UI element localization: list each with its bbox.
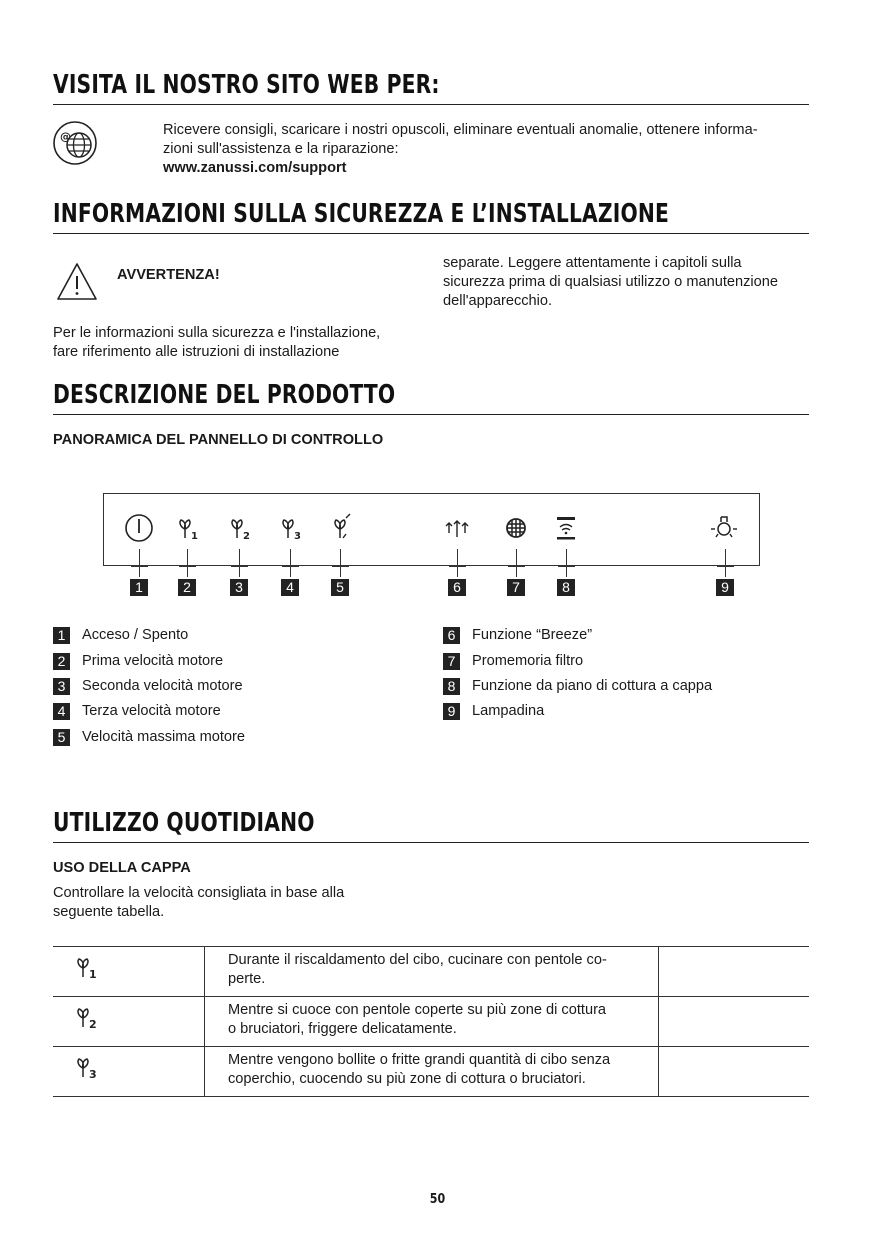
table-rule: [53, 1046, 809, 1047]
legend-label: Acceso / Spento: [82, 627, 189, 643]
globe-icon: [52, 120, 98, 166]
table-cell-line: o bruciatori, friggere delicatamente.: [228, 1021, 457, 1037]
legend-label: Terza velocità motore: [82, 703, 221, 719]
website-text-line: zioni sull'assistenza e la riparazione:: [163, 141, 399, 157]
leader-line: [566, 549, 567, 577]
section-rule: [53, 842, 809, 843]
lamp-icon: [708, 513, 740, 543]
table-cell-line: coperchio, cuocendo su più zone di cottura o bruciatori.: [228, 1071, 586, 1087]
legend-item: [53, 678, 243, 696]
fan-speed-2-icon: [228, 513, 254, 543]
control-panel-subheading: PANORAMICA DEL PANNELLO DI CONTROLLO: [53, 432, 384, 448]
leader-line: [239, 549, 240, 577]
legend-label: Seconda velocità motore: [82, 678, 243, 694]
table-rule: [53, 946, 809, 947]
legend-label: Promemoria filtro: [472, 653, 584, 669]
table-divider: [204, 946, 205, 1096]
legend-number: 7: [443, 653, 460, 670]
fan-speed-1-icon: [176, 513, 202, 543]
fan-speed-2-icon: [74, 1003, 104, 1031]
intro-line: seguente tabella.: [53, 904, 165, 920]
intro-line: Controllare la velocità consigliata in base alla: [53, 885, 345, 901]
leader-line: [340, 549, 341, 577]
legend-label: Funzione da piano di cottura a cappa: [472, 678, 713, 694]
fan-speed-digit: 1: [191, 531, 198, 542]
product-heading: DESCRIZIONE DEL PRODOTTO: [53, 380, 396, 410]
legend-number: 3: [53, 678, 70, 695]
daily-use-heading: UTILIZZO QUOTIDIANO: [53, 808, 315, 838]
legend-item: [53, 703, 221, 721]
legend-item: [443, 627, 593, 645]
svg-text:@: @: [60, 130, 71, 143]
legend-label: Lampadina: [472, 703, 545, 719]
legend-number: 4: [53, 703, 70, 720]
power-icon: [124, 513, 154, 543]
table-speed-digit: 1: [89, 968, 97, 981]
panel-number: 1: [130, 579, 148, 596]
leader-line: [516, 549, 517, 577]
section-rule: [53, 414, 809, 415]
legend-number: 8: [443, 678, 460, 695]
legend-item: [53, 653, 224, 671]
table-cell-line: Mentre si cuoce con pentole coperte su più zone di cottura: [228, 1002, 607, 1018]
legend-item: [53, 729, 246, 747]
table-rule: [53, 996, 809, 997]
panel-number: 9: [716, 579, 734, 596]
table-cell-line: perte.: [228, 971, 266, 987]
section-rule: [53, 104, 809, 105]
filter-reminder-icon: [503, 513, 529, 543]
panel-number: 8: [557, 579, 575, 596]
legend-item: [443, 703, 545, 721]
table-cell-line: Durante il riscaldamento del cibo, cucinare con pentole co-: [228, 952, 607, 968]
section-rule: [53, 233, 809, 234]
safety-left-line: fare riferimento alle istruzioni di installazione: [53, 344, 340, 360]
legend-number: 2: [53, 653, 70, 670]
panel-number: 7: [507, 579, 525, 596]
safety-right-line: sicurezza prima di qualsiasi utilizzo o manutenzione: [443, 274, 779, 290]
panel-number: 2: [178, 579, 196, 596]
table-cell-line: Mentre vengono bollite o fritte grandi quantità di cibo senza: [228, 1052, 611, 1068]
legend-number: 1: [53, 627, 70, 644]
website-url[interactable]: www.zanussi.com/support: [163, 160, 347, 176]
fan-speed-digit: 2: [243, 531, 250, 542]
legend-item: [443, 678, 713, 696]
legend-number: 5: [53, 729, 70, 746]
legend-label: Funzione “Breeze”: [472, 627, 593, 643]
safety-heading: INFORMAZIONI SULLA SICUREZZA E L’INSTALLAZIONE: [53, 199, 669, 229]
leader-line: [139, 549, 140, 577]
leader-line: [725, 549, 726, 577]
safety-left-line: Per le informazioni sulla sicurezza e l'installazione,: [53, 325, 381, 341]
safety-right-line: separate. Leggere attentamente i capitoli sulla: [443, 255, 742, 271]
panel-number: 3: [230, 579, 248, 596]
table-divider: [658, 946, 659, 1096]
fan-max-speed-icon: [327, 513, 353, 543]
leader-line: [457, 549, 458, 577]
warning-label: AVVERTENZA!: [117, 267, 220, 283]
legend-label: Velocità massima motore: [82, 729, 246, 745]
table-speed-digit: 3: [89, 1068, 97, 1081]
hob-to-hood-icon: [553, 513, 579, 543]
fan-speed-3-icon: [74, 1053, 104, 1081]
leader-line: [187, 549, 188, 577]
legend-item: [443, 653, 584, 671]
fan-speed-3-icon: [279, 513, 305, 543]
page-number: 50: [429, 1192, 446, 1207]
warning-triangle-icon: [56, 262, 98, 302]
breeze-icon: [444, 513, 470, 543]
website-text-line: Ricevere consigli, scaricare i nostri opuscoli, eliminare eventuali anomalie, ottenere informa-: [163, 122, 758, 138]
website-heading: VISITA IL NOSTRO SITO WEB PER:: [53, 70, 440, 100]
leader-line: [290, 549, 291, 577]
panel-number: 6: [448, 579, 466, 596]
legend-number: 9: [443, 703, 460, 720]
panel-number: 5: [331, 579, 349, 596]
hood-use-subheading: USO DELLA CAPPA: [53, 860, 191, 876]
fan-speed-digit: 3: [294, 531, 301, 542]
table-rule: [53, 1096, 809, 1097]
table-speed-digit: 2: [89, 1018, 97, 1031]
legend-item: [53, 627, 189, 645]
panel-number: 4: [281, 579, 299, 596]
legend-label: Prima velocità motore: [82, 653, 224, 669]
safety-right-line: dell'apparecchio.: [443, 293, 553, 309]
legend-number: 6: [443, 627, 460, 644]
fan-speed-1-icon: [74, 953, 104, 981]
